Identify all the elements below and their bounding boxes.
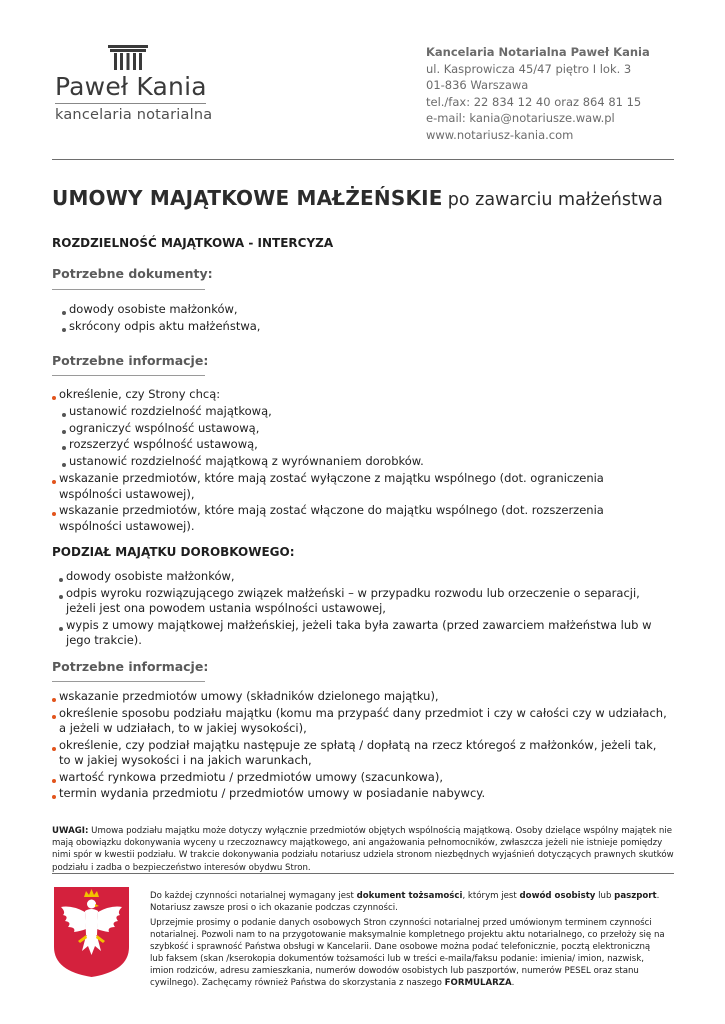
bullet-icon — [52, 715, 56, 719]
footer-divider — [52, 873, 674, 874]
list-item: skrócony odpis aktu małżeństwa, — [69, 319, 669, 335]
logo-name: Paweł Kania — [55, 72, 207, 101]
footer-paragraph-1: Do każdej czynności notarialnej wymagany jest dokument tożsamości, którym jest dowód osobisty lub paszport. Notariusz zawsze prosi o ich okazanie podczas czynności. — [150, 891, 660, 913]
page-title-strong: UMOWY MAJĄTKOWE MAŁŻEŃSKIE — [52, 186, 443, 210]
logo — [52, 45, 222, 125]
info-list-2 — [59, 689, 669, 803]
info-list-1 — [59, 387, 669, 404]
list-item: wskazanie przedmiotów umowy (składników dzielonego majątku), — [59, 689, 669, 705]
list-item: wskazanie przedmiotów, które mają zostać wyłączone z majątku wspólnego (dot. ograniczenia wspólności ustawowej), — [59, 471, 629, 502]
info-heading-2: Potrzebne informacje: — [52, 659, 209, 674]
list-item: określenie, czy podział majątku następuje ze spłatą / dopłatą na rzecz któregoś z małżonków, jeżeli tak, to w jakiej wysokości i na jakich warunkach, — [59, 738, 669, 769]
header-divider — [52, 159, 674, 160]
office-name: Kancelaria Notarialna Paweł Kania — [426, 45, 650, 59]
notes-label: UWAGI: — [52, 826, 89, 836]
list-item: dowody osobiste małżonków, — [69, 302, 669, 318]
list-item: rozszerzyć wspólność ustawową, — [69, 437, 669, 453]
form-link[interactable]: FORMULARZA — [444, 978, 512, 988]
bullet-icon — [52, 795, 56, 799]
info-heading-2-rule — [52, 681, 205, 682]
logo-divider — [55, 103, 206, 104]
list-item: określenie, czy Strony chcą: — [59, 387, 669, 403]
docs-heading-1-rule — [52, 289, 205, 290]
phone: tel./fax: 22 834 12 40 oraz 864 81 15 — [426, 94, 642, 109]
bullet-icon — [62, 328, 66, 332]
list-item: termin wydania przedmiotu / przedmiotów umowy w posiadanie nabywcy. — [59, 786, 669, 802]
bullet-icon — [52, 747, 56, 751]
bullet-icon — [62, 311, 66, 315]
website[interactable]: www.notariusz-kania.com — [426, 127, 574, 142]
list-item: ustanowić rozdzielność majątkową z wyrównaniem dorobków. — [69, 454, 669, 470]
polish-emblem-icon — [52, 885, 131, 979]
list-item: wartość rynkowa przedmiotu / przedmiotów umowy (szacunkowa), — [59, 770, 669, 786]
bullet-icon — [52, 512, 56, 516]
bullet-icon — [62, 430, 66, 434]
bullet-icon — [59, 578, 63, 582]
address-line-1: ul. Kasprowicza 45/47 piętro I lok. 3 — [426, 61, 632, 76]
page-title — [52, 186, 663, 210]
list-item: ograniczyć wspólność ustawową, — [69, 421, 669, 437]
bullet-icon — [59, 595, 63, 599]
info-more-list-1 — [59, 471, 629, 535]
email[interactable]: e-mail: kania@notariusze.waw.pl — [426, 111, 615, 126]
bullet-icon — [52, 779, 56, 783]
column-logo-icon — [108, 45, 148, 72]
list-item: odpis wyroku rozwiązującego związek małżeński – w przypadku rozwodu lub orzeczenie o separacji, jeżeli jest ona powodem ustania wspólności ustawowej, — [66, 586, 666, 617]
section-title-intercyza: ROZDZIELNOŚĆ MAJĄTKOWA - INTERCYZA — [52, 236, 334, 250]
docs-heading-1: Potrzebne dokumenty: — [52, 266, 213, 281]
footer-paragraph-2: Uprzejmie prosimy o podanie danych osobowych Stron czynności notarialnej przed umówionym terminem czynności notarialnej. Pozwoli nam to na przygotowanie maksymalnie kompletnego projektu aktu notarialnego, co przełoży się na szybkość i sprawność Państwa obsługi w Kancelarii. Dane osobowe można podać telefonicznie, pocztą elektroniczną lub faksem (skan /kserokopia dokumentów tożsamości lub w treści e-maila/faksu podanie: imienia/ imion, nazwisk, imion rodziców, adresu zamieszkania, numerów dowodów osobistych lub paszportów, numerów PESEL oraz stanu cywilnego). Zachęcamy również Państwa do skorzystania z naszego FORMULARZA. — [150, 918, 665, 988]
section-title-podzial: PODZIAŁ MAJĄTKU DOROBKOWEGO: — [52, 545, 295, 559]
list-item: wypis z umowy majątkowej małżeńskiej, jeżeli taka była zawarta (przed zawarciem małżeństwa lub w jego trakcie). — [66, 618, 666, 649]
info-sublist-1 — [69, 404, 669, 470]
bullet-icon — [59, 627, 63, 631]
page-title-normal: po zawarciu małżeństwa — [447, 190, 663, 210]
bullet-icon — [62, 446, 66, 450]
logo-subtitle: kancelaria notarialna — [55, 107, 213, 123]
list-item: wskazanie przedmiotów, które mają zostać włączone do majątku wspólnego (dot. rozszerzenia wspólności ustawowej). — [59, 503, 629, 534]
list-item: dowody osobiste małżonków, — [66, 569, 666, 585]
docs-list-1 — [69, 302, 669, 335]
contact-block — [426, 44, 650, 144]
list-item: określenie sposobu podziału majątku (komu ma przypaść dany przedmiot i czy w całości czy w udziałach, a jeżeli w udziałach, to w jakiej wysokości), — [59, 706, 669, 737]
address-line-2: 01-836 Warszawa — [426, 78, 529, 93]
info-heading-1-rule — [52, 375, 205, 376]
footer-text — [150, 890, 665, 992]
notes-text: Umowa podziału majątku może dotyczy wyłącznie przedmiotów objętych wspólnością majątkową. Osoby dzielące wspólny majątek nie mają obowiązku dokonywania wyceny u rzeczoznawcy majątkowego, ani angażowania pełnomocników, zwłaszcza jeżeli nie istnieje pomiędzy nimi spór w kwestii podziału. W trakcie dokonywania podziału notariusz udziela stronom niezbędnych wyjaśnień dotyczących prawnych skutków podziału i zadba o bezpieczeństwo interesów obydwu Stron. — [52, 826, 674, 873]
bullet-icon — [52, 480, 56, 484]
notes-paragraph — [52, 825, 674, 874]
bullet-icon — [52, 396, 56, 400]
list-item: ustanowić rozdzielność majątkową, — [69, 404, 669, 420]
bullet-icon — [52, 698, 56, 702]
info-heading-1: Potrzebne informacje: — [52, 353, 209, 368]
bullet-icon — [62, 413, 66, 417]
docs-list-2 — [66, 569, 666, 650]
bullet-icon — [62, 463, 66, 467]
